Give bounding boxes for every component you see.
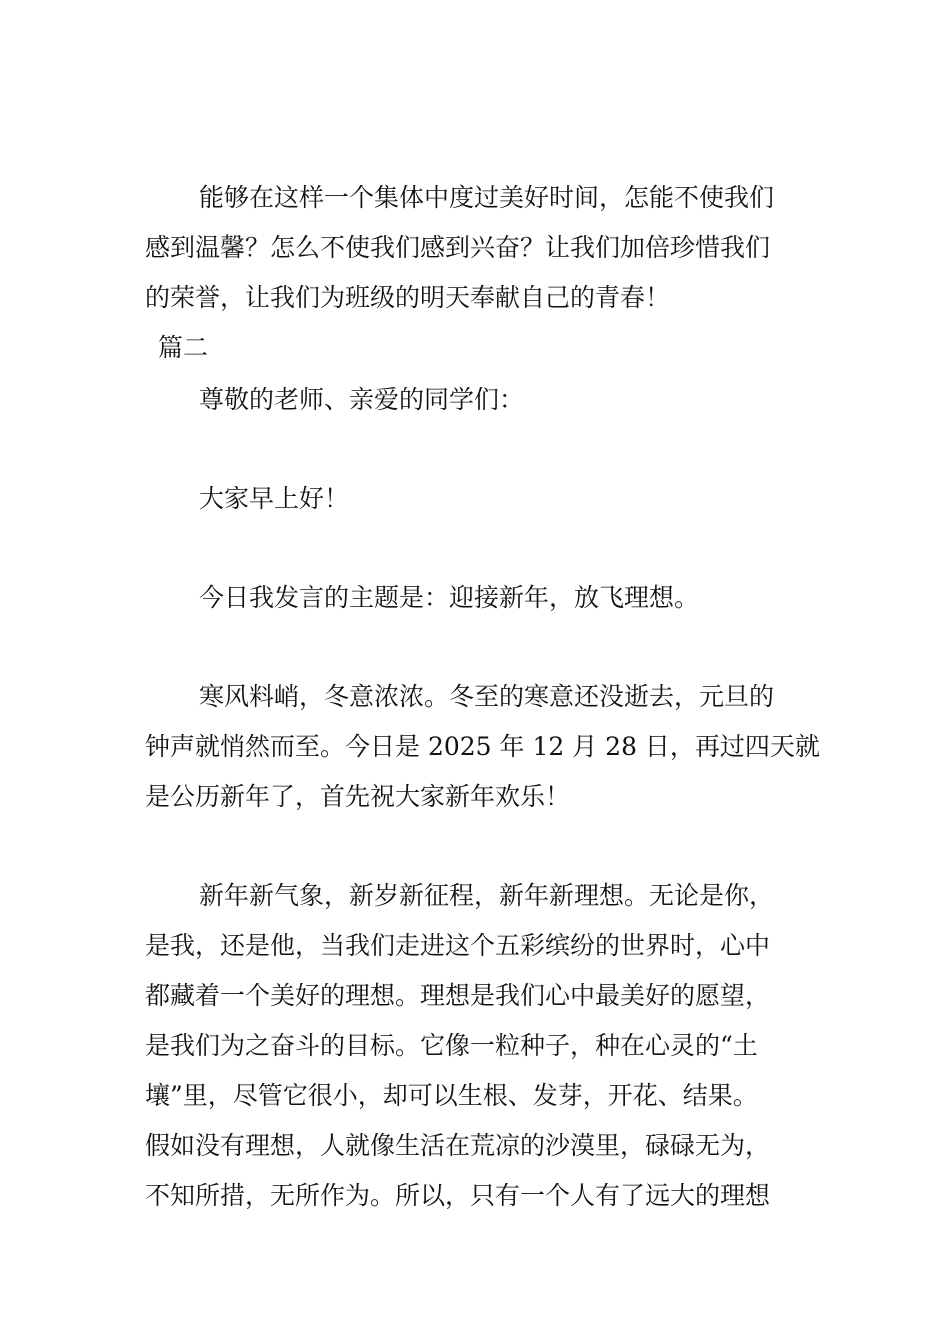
paragraph-3-line-7: 不知所措，无所作为。所以，只有一个人有了远大的理想: [145, 1181, 771, 1210]
paragraph-3-line-1: 新年新气象，新岁新征程，新年新理想。无论是你，: [199, 881, 775, 910]
paragraph-2-line-2: 钟声就悄然而至。今日是 2025 年 12 月 28 日，再过四天就: [145, 732, 820, 761]
paragraph-2-line-1: 寒风料峭，冬意浓浓。冬至的寒意还没逝去，元旦的: [199, 682, 775, 711]
paragraph-3-line-4: 是我们为之奋斗的目标。它像一粒种子，种在心灵的“土: [145, 1031, 758, 1060]
paragraph-3-line-2: 是我，还是他，当我们走进这个五彩缤纷的世界时，心中: [145, 931, 771, 960]
paragraph-1-line-1: 能够在这样一个集体中度过美好时间，怎能不使我们: [199, 183, 775, 212]
paragraph-3-line-5: 壤”里，尽管它很小，却可以生根、发芽，开花、结果。: [145, 1081, 758, 1110]
paragraph-3-line-3: 都藏着一个美好的理想。理想是我们心中最美好的愿望，: [145, 981, 771, 1010]
section-heading: 篇二: [158, 333, 209, 362]
paragraph-1-line-3: 的荣誉，让我们为班级的明天奉献自己的青春！: [145, 283, 671, 312]
paragraph-3-line-6: 假如没有理想，人就像生活在荒凉的沙漠里，碌碌无为，: [145, 1131, 771, 1160]
theme-statement: 今日我发言的主题是：迎接新年，放飞理想。: [199, 583, 700, 612]
greeting: 大家早上好！: [199, 484, 350, 513]
salutation: 尊敬的老师、亲爱的同学们：: [199, 385, 525, 414]
paragraph-1-line-2: 感到温馨？怎么不使我们感到兴奋？让我们加倍珍惜我们: [145, 233, 771, 262]
paragraph-2-line-3: 是公历新年了，首先祝大家新年欢乐！: [145, 782, 571, 811]
